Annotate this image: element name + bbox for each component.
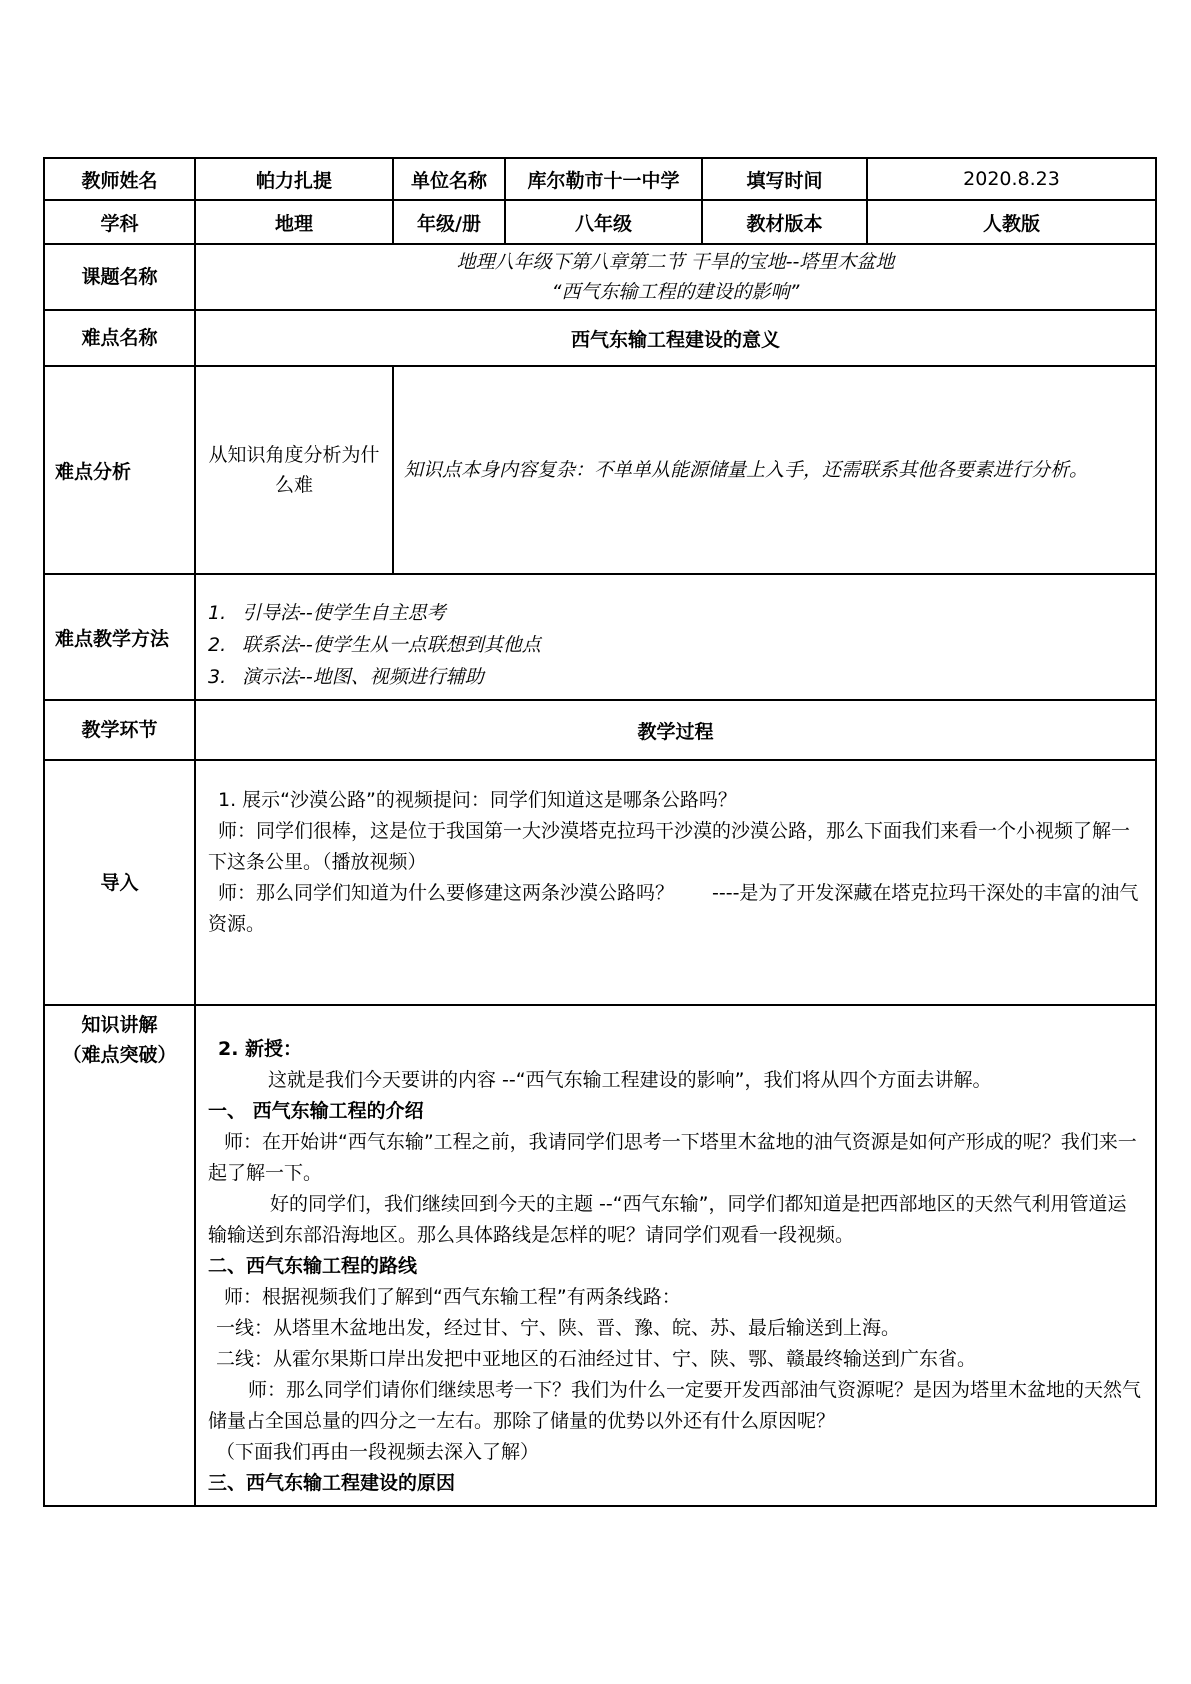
analysis-row [44, 366, 1156, 574]
subject-value: 地理 [195, 200, 393, 244]
edition-value: 人教版 [867, 200, 1156, 244]
method-item: 2. 联系法--使学生从一点联想到其他点 [208, 634, 541, 656]
topic-value [195, 244, 1156, 310]
knowledge-p3: 师：根据视频我们了解到“西气东输工程”有两条线路： [224, 1286, 681, 1308]
knowledge-p7: （下面我们再由一段视频去深入了解） [216, 1441, 540, 1463]
knowledge-label-line-2: （难点突破） [62, 1044, 177, 1066]
method-item: 3. 演示法--地图、视频进行辅助 [208, 666, 484, 688]
unit-label: 单位名称 [393, 158, 505, 200]
topic-line-1: 地理八年级下第八章第二节 干旱的宝地--塔里木盆地 [456, 251, 895, 273]
intro-row [44, 760, 1156, 1005]
topic-row [44, 244, 1156, 310]
analysis-label: 难点分析 [44, 366, 195, 574]
knowledge-p6: 师：那么同学们请你们继续思考一下？我们为什么一定要开发西部油气资源呢？是因为塔里木盆地的天然气储量占全国总量的四分之一左右。那除了储量的优势以外还有什么原因呢？ [208, 1379, 1142, 1432]
analysis-text: 知识点本身内容复杂：不单单从能源储量上入手，还需联系其他各要素进行分析。 [393, 366, 1156, 574]
difficulty-row [44, 310, 1156, 366]
intro-label: 导入 [44, 760, 195, 1005]
intro-content [195, 760, 1156, 1005]
knowledge-p5: 二线：从霍尔果斯口岸出发把中亚地区的石油经过甘、宁、陕、鄂、赣最终输送到广东省。 [216, 1348, 977, 1370]
section-heading-1: 一、 西气东输工程的介绍 [208, 1100, 424, 1122]
section-heading-2: 二、西气东输工程的路线 [208, 1255, 418, 1277]
teacher-value: 帕力扎提 [195, 158, 393, 200]
new-lesson-title: 2. 新授： [218, 1038, 303, 1060]
grade-value: 八年级 [505, 200, 702, 244]
edition-label: 教材版本 [702, 200, 867, 244]
knowledge-p1: 师：在开始讲“西气东输”工程之前，我请同学们思考一下塔里木盆地的油气资源是如何产形成的呢？我们来一起了解一下。 [208, 1131, 1137, 1184]
lesson-plan-table [43, 157, 1157, 1507]
analysis-sub-label: 从知识角度分析为什么难 [195, 366, 393, 574]
date-label: 填写时间 [702, 158, 867, 200]
knowledge-label-line-1: 知识讲解 [81, 1014, 158, 1036]
knowledge-p4: 一线：从塔里木盆地出发，经过甘、宁、陕、晋、豫、皖、苏、最后输送到上海。 [216, 1317, 901, 1339]
knowledge-row [44, 1005, 1156, 1506]
header-row-2 [44, 200, 1156, 244]
knowledge-label [44, 1005, 195, 1506]
teacher-label: 教师姓名 [44, 158, 195, 200]
unit-value: 库尔勒市十一中学 [505, 158, 702, 200]
methods-row [44, 574, 1156, 700]
intro-p2: 师：同学们很棒，这是位于我国第一大沙漠塔克拉玛干沙漠的沙漠公路，那么下面我们来看一个小视频了解一下这条公里。（播放视频） [208, 820, 1131, 873]
header-row-1 [44, 158, 1156, 200]
knowledge-content [195, 1005, 1156, 1506]
subject-label: 学科 [44, 200, 195, 244]
grade-label: 年级/册 [393, 200, 505, 244]
process-left-header: 教学环节 [44, 700, 195, 760]
section-heading-3: 三、西气东输工程建设的原因 [208, 1472, 456, 1494]
method-item: 1. 引导法--使学生自主思考 [208, 602, 446, 624]
knowledge-intro: 这就是我们今天要讲的内容 --“西气东输工程建设的影响”，我们将从四个方面去讲解。 [268, 1069, 992, 1091]
difficulty-value: 西气东输工程建设的意义 [195, 310, 1156, 366]
intro-p1: 1. 展示“沙漠公路”的视频提问：同学们知道这是哪条公路吗？ [218, 789, 737, 811]
date-value: 2020.8.23 [867, 158, 1156, 200]
process-right-header: 教学过程 [195, 700, 1156, 760]
process-header-row [44, 700, 1156, 760]
topic-line-2: “西气东输工程的建设的影响” [551, 281, 800, 303]
methods-list [195, 574, 1156, 700]
knowledge-p2: 好的同学们，我们继续回到今天的主题 --“西气东输”，同学们都知道是把西部地区的天然气利用管道运输输送到东部沿海地区。那么具体路线是怎样的呢？请同学们观看一段视频。 [208, 1193, 1127, 1246]
intro-p3: 师：那么同学们知道为什么要修建这两条沙漠公路吗？ ----是为了开发深藏在塔克拉玛干深处的丰富的油气资源。 [208, 882, 1139, 935]
methods-label: 难点教学方法 [44, 574, 195, 700]
topic-label: 课题名称 [44, 244, 195, 310]
difficulty-label: 难点名称 [44, 310, 195, 366]
